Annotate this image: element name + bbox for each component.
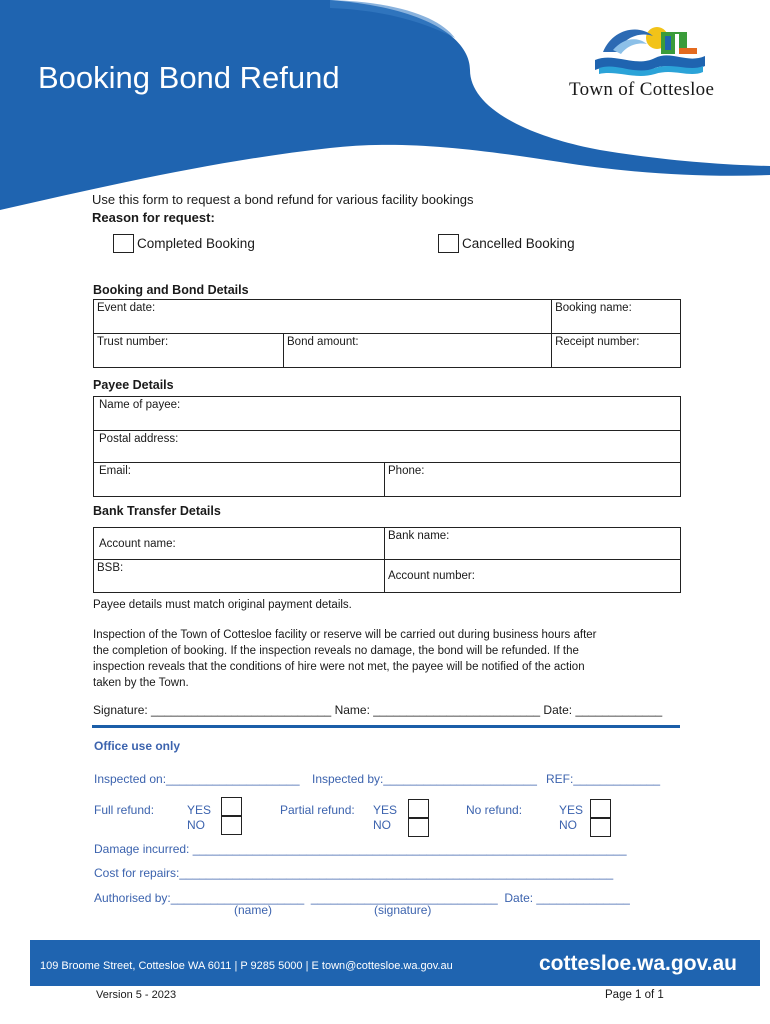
event-date-field[interactable]: Event date: bbox=[94, 300, 552, 334]
receipt-number-field[interactable]: Receipt number: bbox=[552, 334, 681, 368]
inspected-by-field[interactable]: Inspected by:_______________________ bbox=[312, 772, 537, 786]
no-refund-yes-label: YES bbox=[559, 803, 584, 817]
bank-name-field[interactable]: Bank name: bbox=[385, 528, 681, 560]
version-label: Version 5 - 2023 bbox=[96, 989, 177, 1001]
bsb-field[interactable]: BSB: bbox=[94, 560, 385, 593]
payee-match-note: Payee details must match original payment details. bbox=[93, 599, 352, 611]
bank-section-title: Bank Transfer Details bbox=[93, 504, 221, 518]
footer-address: 109 Broome Street, Cottesloe WA 6011 | P 9285 5000 | E town@cottesloe.wa.gov.au bbox=[40, 960, 453, 972]
trust-number-field[interactable]: Trust number: bbox=[94, 334, 284, 368]
partial-refund-no-checkbox[interactable] bbox=[408, 818, 429, 837]
signature-caption: (signature) bbox=[374, 903, 432, 917]
signature-line[interactable]: Signature: ___________________________ Name: _________________________ Date: _____________ bbox=[93, 703, 663, 717]
booking-table bbox=[93, 299, 681, 368]
account-name-field[interactable]: Account name: bbox=[94, 528, 385, 560]
divider bbox=[92, 725, 680, 728]
partial-refund-yes-label: YES bbox=[373, 803, 398, 817]
account-number-field[interactable]: Account number: bbox=[385, 560, 681, 593]
full-refund-no-label: NO bbox=[187, 818, 205, 832]
no-refund-label: No refund: bbox=[466, 803, 523, 817]
office-use-title: Office use only bbox=[94, 739, 181, 753]
no-refund-yes-checkbox[interactable] bbox=[590, 799, 611, 818]
phone-field[interactable]: Phone: bbox=[385, 463, 681, 497]
cost-for-repairs-field[interactable]: Cost for repairs:_________________________________________________________________ bbox=[94, 866, 614, 880]
bank-table bbox=[93, 527, 681, 593]
postal-address-field[interactable]: Postal address: bbox=[94, 431, 681, 463]
cancelled-booking-label: Cancelled Booking bbox=[462, 236, 575, 251]
completed-booking-option[interactable] bbox=[113, 234, 255, 253]
email-field[interactable]: Email: bbox=[94, 463, 385, 497]
full-refund-label: Full refund: bbox=[94, 803, 155, 817]
cancelled-booking-checkbox[interactable] bbox=[438, 234, 459, 253]
reason-label: Reason for request: bbox=[92, 210, 215, 225]
page-number: Page 1 of 1 bbox=[605, 989, 664, 1001]
payee-name-field[interactable]: Name of payee: bbox=[94, 397, 681, 431]
town-logo bbox=[595, 22, 705, 78]
no-refund-no-label: NO bbox=[559, 818, 577, 832]
payee-table bbox=[93, 396, 681, 497]
partial-refund-label: Partial refund: bbox=[280, 803, 355, 817]
intro-text: Use this form to request a bond refund for various facility bookings bbox=[92, 192, 474, 207]
booking-name-field[interactable]: Booking name: bbox=[552, 300, 681, 334]
no-refund-no-checkbox[interactable] bbox=[590, 818, 611, 837]
completed-booking-label: Completed Booking bbox=[137, 236, 255, 251]
full-refund-no-checkbox[interactable] bbox=[221, 816, 242, 835]
damage-incurred-field[interactable]: Damage incurred: _________________________________________________________________ bbox=[94, 842, 627, 856]
bond-amount-field[interactable]: Bond amount: bbox=[284, 334, 552, 368]
name-caption: (name) bbox=[234, 903, 273, 917]
inspected-on-field[interactable]: Inspected on:____________________ bbox=[94, 772, 300, 786]
full-refund-yes-checkbox[interactable] bbox=[221, 797, 242, 816]
ref-field[interactable]: REF:_____________ bbox=[546, 772, 661, 786]
authorised-by-field[interactable]: Authorised by:____________________ ____________________________ Date: ______________ bbox=[94, 891, 630, 905]
website-link[interactable]: cottesloe.wa.gov.au bbox=[539, 952, 737, 975]
completed-booking-checkbox[interactable] bbox=[113, 234, 134, 253]
org-name: Town of Cottesloe bbox=[569, 79, 715, 100]
cancelled-booking-option[interactable] bbox=[438, 234, 575, 253]
full-refund-yes-label: YES bbox=[187, 803, 212, 817]
booking-section-title: Booking and Bond Details bbox=[93, 283, 249, 297]
inspection-note: Inspection of the Town of Cottesloe facility or reserve will be carried out during business hours after the completion of booking. If the inspection reveals no damage, the bond will be refunded. If the inspection reveals that the conditions of hire were not met, the payee will be notified of the action taken by the Town. bbox=[93, 629, 597, 689]
page-title: Booking Bond Refund bbox=[38, 60, 340, 95]
payee-section-title: Payee Details bbox=[93, 378, 174, 392]
partial-refund-yes-checkbox[interactable] bbox=[408, 799, 429, 818]
partial-refund-no-label: NO bbox=[373, 818, 391, 832]
